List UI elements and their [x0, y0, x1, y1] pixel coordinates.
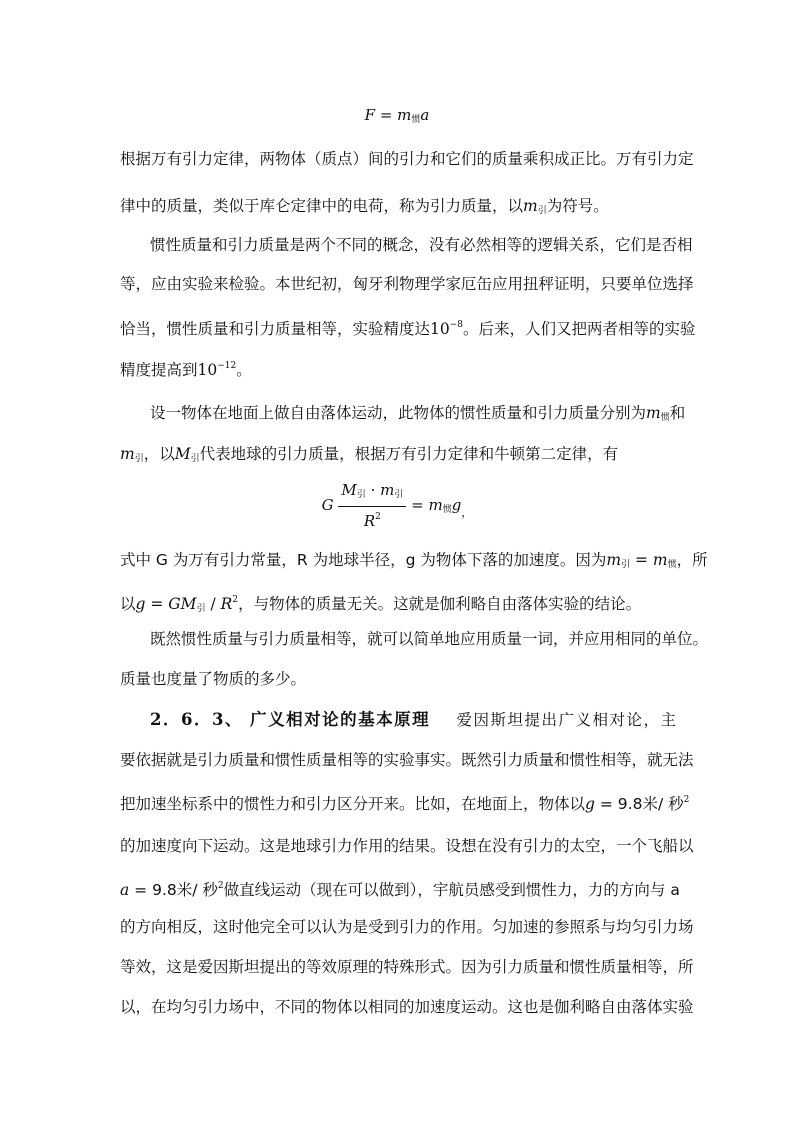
paragraph-3-line-1	[150, 399, 686, 427]
eq-subscript: 惯	[442, 505, 452, 515]
symbol-subscript: 惯	[660, 413, 670, 423]
symbol-m: m	[652, 551, 668, 569]
symbol-exponent: 2	[232, 595, 239, 605]
text-span: 代表地球的引力质量，根据万有引力定律和牛顿第二定律，有	[199, 445, 619, 463]
symbol-m: m	[523, 197, 538, 215]
symbol-g: g	[135, 595, 146, 613]
eq-dot: ·	[365, 481, 381, 499]
paragraph-5-line-2: 质量也度量了物质的多少。	[120, 670, 307, 688]
text-span: 。	[236, 361, 252, 379]
text-span: 做直线运动（现在可以做到），宇航员感受到惯性力，力的方向与 a	[223, 881, 680, 899]
eq-m: m	[428, 496, 443, 514]
eq-g: g	[451, 496, 462, 514]
eq-equals: =	[406, 496, 429, 514]
eq-force: F	[364, 106, 376, 124]
eq-mass: m	[397, 106, 412, 124]
section-line-3	[120, 786, 690, 814]
symbol-subscript: 引	[196, 604, 206, 614]
eq-comma: ，	[461, 506, 473, 519]
eq-accel: a	[420, 106, 430, 124]
paragraph-4-line-2	[120, 586, 676, 614]
power-base: 10	[430, 320, 450, 338]
power-base: 10	[197, 361, 218, 379]
text-span: 把加速坐标系中的惯性力和引力区分开来。比如，在地面上，物体以	[120, 795, 586, 813]
section-heading-line	[150, 706, 676, 734]
equation-gravity	[0, 480, 794, 531]
paragraph-2-line-4	[120, 352, 676, 380]
value-text: = 9.8米/ 秒	[129, 881, 218, 899]
section-line-5	[120, 872, 680, 900]
paragraph-2-line-1: 惯性质量和引力质量是两个不同的概念，没有必然相等的逻辑关系，它们是否相	[150, 236, 693, 254]
power-exponent: −12	[217, 361, 237, 371]
text-span: 恰当，惯性质量和引力质量相等，实验精度达	[120, 320, 431, 338]
eq-mass-subscript: 惯	[411, 115, 421, 125]
eq-numerator	[338, 480, 406, 507]
paragraph-2-line-3	[120, 311, 696, 339]
symbol-R: R	[220, 595, 233, 613]
text-span: 设一物体在地面上做自由落体运动，此物体的惯性质量和引力质量分别为	[150, 404, 647, 422]
paragraph-2-line-2: 等，应由实验来检验。本世纪初，匈牙利物理学家厄缶应用扭秤证明，只要单位选择	[120, 275, 694, 293]
section-line-8: 以，在均匀引力场中，不同的物体以相同的加速度运动。这也是伽利略自由落体实验	[120, 998, 694, 1016]
eq-equals: =	[375, 106, 398, 124]
symbol-subscript: 引	[537, 206, 547, 216]
eq-fraction	[338, 480, 406, 531]
paragraph-3-line-2	[120, 440, 676, 468]
text-span: 律中的质量，类似于库仑定律中的电荷，称为引力质量，以	[120, 197, 524, 215]
symbol-g: g	[585, 795, 595, 813]
section-line-7: 等效，这是爱因斯坦提出的等效原理的特殊形式。因为引力质量和惯性质量相等，所	[120, 958, 694, 976]
symbol-slash: /	[205, 595, 221, 613]
symbol-exponent: 2	[683, 795, 690, 805]
paragraph-5-line-1: 既然惯性质量与引力质量相等，就可以简单地应用质量一词，并应用相同的单位。	[150, 630, 709, 648]
text-span: ，与物体的质量无关。这就是伽利略自由落体实验的结论。	[238, 595, 642, 613]
symbol-subscript: 惯	[667, 560, 677, 570]
section-line-4: 的加速度向下运动。这是地球引力作用的结果。设想在没有引力的太空，一个飞船以	[120, 837, 694, 855]
section-heading: 2．6．3、 广义相对论的基本原理	[150, 710, 431, 729]
text-span: 。后来，人们又把两者相等的实验	[463, 320, 696, 338]
section-line-2: 要依据就是引力质量和惯性质量相等的实验事实。既然引力质量和惯性相等，就无法	[120, 751, 694, 769]
paragraph-4-line-1	[120, 546, 708, 574]
symbol-M: M	[174, 445, 191, 463]
symbol-exponent: 2	[217, 881, 224, 891]
symbol-subscript: 引	[134, 454, 144, 464]
symbol-GM: GM	[168, 595, 197, 613]
symbol-equals: =	[145, 595, 169, 613]
eq-subscript: 引	[394, 490, 404, 500]
symbol-equals: =	[630, 551, 653, 569]
eq-exponent: 2	[375, 512, 381, 522]
text-span: 爱因斯坦提出广义相对论，主	[456, 711, 676, 729]
text-span: ，以	[143, 445, 175, 463]
symbol-subscript: 引	[621, 560, 631, 570]
text-span: 为符号。	[546, 197, 609, 215]
eq-denominator	[338, 507, 406, 531]
text-span: ，所	[676, 551, 708, 569]
power-exponent: −8	[449, 320, 464, 330]
symbol-m: m	[120, 445, 135, 463]
symbol-m: m	[646, 404, 661, 422]
symbol-subscript: 引	[190, 454, 200, 464]
symbol-m: m	[606, 551, 622, 569]
section-line-6: 的方向相反，这时他完全可以认为是受到引力的作用。匀加速的参照系与均匀引力场	[120, 918, 694, 936]
symbol-a: a	[120, 881, 130, 899]
paragraph-1-line-2	[120, 192, 676, 220]
text-span: 和	[669, 404, 686, 422]
eq-m: m	[380, 481, 395, 499]
eq-R: R	[363, 512, 376, 530]
eq-M: M	[341, 481, 357, 499]
text-span: 精度提高到	[120, 361, 198, 379]
equation-newton-second-law	[0, 106, 794, 125]
value-text: = 9.8米/ 秒	[594, 795, 684, 813]
eq-G: G	[321, 496, 334, 514]
eq-subscript: 引	[356, 490, 366, 500]
text-span: 以	[120, 595, 136, 613]
text-span: 式中 G 为万有引力常量，R 为地球半径，g 为物体下落的加速度。因为	[120, 551, 607, 569]
paragraph-1-line-1: 根据万有引力定律，两物体（质点）间的引力和它们的质量乘积成正比。万有引力定	[120, 150, 694, 168]
